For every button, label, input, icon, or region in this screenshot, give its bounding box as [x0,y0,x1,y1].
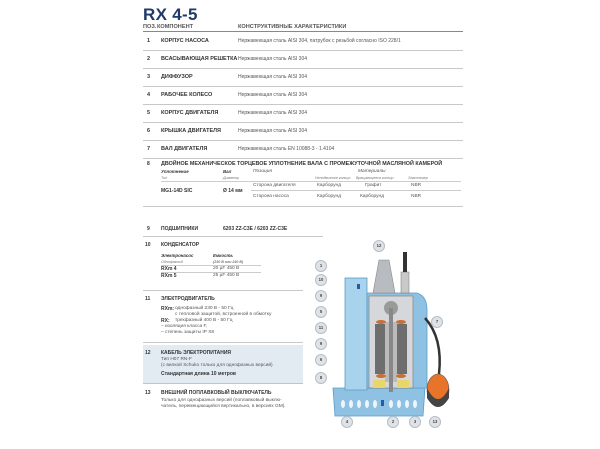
seal-section: 8 ДВОЙНОЕ МЕХАНИЧЕСКОЕ ТОРЦЕВОЕ УПЛОТНЕНИЕ ВАЛА С ПРОМЕЖУТОЧНОЙ МАСЛЯНОЙ КАМЕРОЙ Уплотнение Вал Позиция Материалы Тип Диаметр Неподвижное кольцо Вращающееся кольцо Эластомер Сторона двигателя Карборунд Графит NBR MG1-14D SIC Ø 14 мм Сторона насоса Карборунд Карборунд NBR [143,158,463,207]
callout-1: 1 [315,260,327,272]
callout-12: 12 [373,240,385,252]
pump-illustration-icon [305,238,455,428]
callout-9: 9 [315,290,327,302]
table-row: 4 РАБОЧЕЕ КОЛЕСО Нержавеющая сталь AISI 304 [143,87,463,105]
callout-10: 10 [315,274,327,286]
float-switch-section: 13 ВНЕШНИЙ ПОПЛАВКОВЫЙ ВЫКЛЮЧАТЕЛЬ Только для однофазных версий (поплавковый выклю- чатель, перемещающийся вертикально, в версиях GM). [145,390,286,409]
callout-7: 7 [431,316,443,328]
table-row: 1 КОРПУС НАСОСА Нержавеющая сталь AISI 304, патрубок с резьбой согласно ISO 228/1 [143,33,463,51]
header-component: КОМПОНЕНТ [157,24,194,30]
seal-title: ДВОЙНОЕ МЕХАНИЧЕСКОЕ ТОРЦЕВОЕ УПЛОТНЕНИЕ ВАЛА С ПРОМЕЖУТОЧНОЙ МАСЛЯНОЙ КАМЕРОЙ [161,161,443,167]
table-row: 2 ВСАСЫВАЮЩАЯ РЕШЕТКА Нержавеющая сталь AISI 304 [143,51,463,69]
table-row: 5 КОРПУС ДВИГАТЕЛЯ Нержавеющая сталь AISI 304 [143,105,463,123]
capacitor-section: 10 КОНДЕНСАТОР Электронасос Емкость Однофазный (230 В или 240 В) RXm 4 20 μF 450 В RXm 5 25 μF 450 В [143,238,303,291]
callout-13: 13 [429,416,441,428]
callout-8: 8 [315,372,327,384]
callout-4: 4 [341,416,353,428]
header-divider [143,31,463,32]
callout-6: 6 [315,354,327,366]
callout-3: 3 [409,416,421,428]
callout-5: 5 [315,306,327,318]
header-specs: КОНСТРУКТИВНЫЕ ХАРАКТЕРИСТИКИ [238,24,347,30]
callout-9b: 9 [315,338,327,350]
table-row: 7 ВАЛ ДВИГАТЕЛЯ Нержавеющая сталь EN 10088-3 - 1.4104 [143,141,463,159]
bearings-section: 9 ПОДШИПНИКИ 6203 ZZ-C3E / 6203 ZZ-C3E [143,222,323,237]
table-row: 6 КРЫШКА ДВИГАТЕЛЯ Нержавеющая сталь AISI 304 [143,123,463,141]
motor-section: 11 ЭЛЕКТРОДВИГАТЕЛЬ RXm: однофазный 230 В - 50 Гц с тепловой защитой, встроенной в обмотку RX: трехфазный 400 В - 50 Гц – изоляция класса F, – степень защиты IP X8 [143,292,303,343]
header-pos: ПОЗ. [143,24,157,30]
cable-section: 12 КАБЕЛЬ ЭЛЕКТРОПИТАНИЯ Тип H07 RN-F (с вилкой Schuko только для однофазных версий) Стандартная длина 10 метров [143,345,303,384]
callout-11: 11 [315,322,327,334]
callout-2: 2 [387,416,399,428]
page-title: RX 4-5 [143,5,198,24]
table-row: 3 ДИФФУЗОР Нержавеющая сталь AISI 304 [143,69,463,87]
pump-cutaway-diagram [305,238,455,428]
